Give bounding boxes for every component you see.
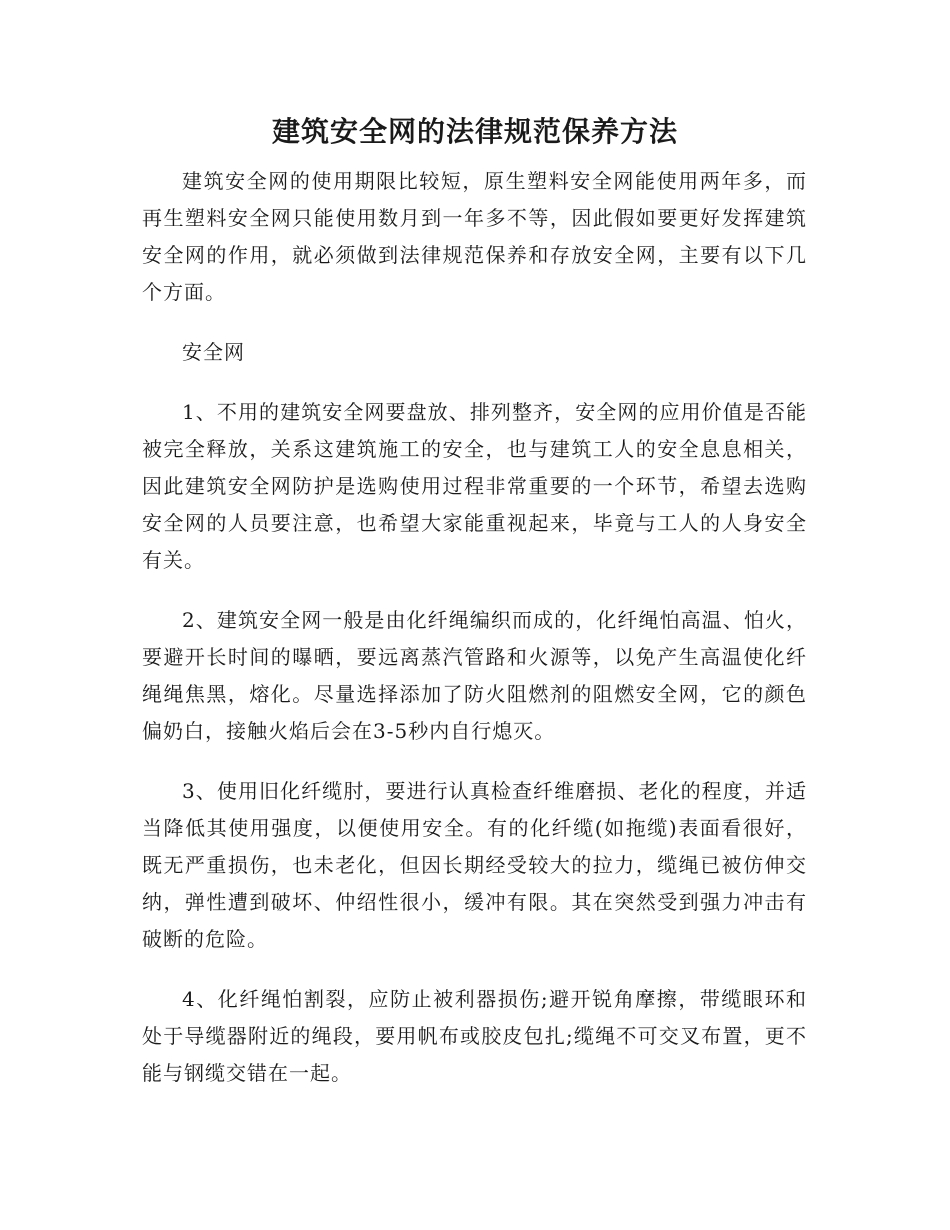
document-body <box>142 163 807 1115</box>
section-heading-paragraph: 安全网 <box>182 340 245 364</box>
point-4-paragraph: 4、化纤绳怕割裂，应防止被利器损伤;避开锐角摩擦，带缆眼环和处于导缆器附近的绳段，要用帆布或胶皮包扎;缆绳不可交叉布置，更不能与钢缆交错在一起。 <box>142 987 807 1085</box>
point-1-paragraph: 1、不用的建筑安全网要盘放、排列整齐，安全网的应用价值是否能被完全释放，关系这建筑施工的安全，也与建筑工人的安全息息相关，因此建筑安全网防护是选购使用过程非常重要的一个环节，希望去选购安全网的人员要注意，也希望大家能重视起来，毕竟与工人的人身安全有关。 <box>142 400 807 572</box>
point-2-paragraph: 2、建筑安全网一般是由化纤绳编织而成的，化纤绳怕高温、怕火，要避开长时间的曝晒，要远离蒸汽管路和火源等，以免产生高温使化纤绳绳焦黑，熔化。尽量选择添加了防火阻燃剂的阻燃安全网，它的颜色偏奶白，接触火焰后会在3-5秒内自行熄灭。 <box>142 608 807 743</box>
point-3-paragraph: 3、使用旧化纤缆肘，要进行认真检查纤维磨损、老化的程度，并适当降低其使用强度，以便使用安全。有的化纤缆(如拖缆)表面看很好，既无严重损伤，也未老化，但因长期经受较大的拉力，缆绳已被仿伸交纳，弹性遭到破坏、仲绍性很小，缓冲有限。其在突然受到强力冲击有破断的危险。 <box>142 779 807 951</box>
intro-paragraph: 建筑安全网的使用期限比较短，原生塑料安全网能使用两年多，而再生塑料安全网只能使用数月到一年多不等，因此假如要更好发挥建筑安全网的作用，就必须做到法律规范保养和存放安全网，主要有以下几个方面。 <box>142 169 807 304</box>
document-title: 建筑安全网的法律规范保养方法 <box>271 115 678 148</box>
